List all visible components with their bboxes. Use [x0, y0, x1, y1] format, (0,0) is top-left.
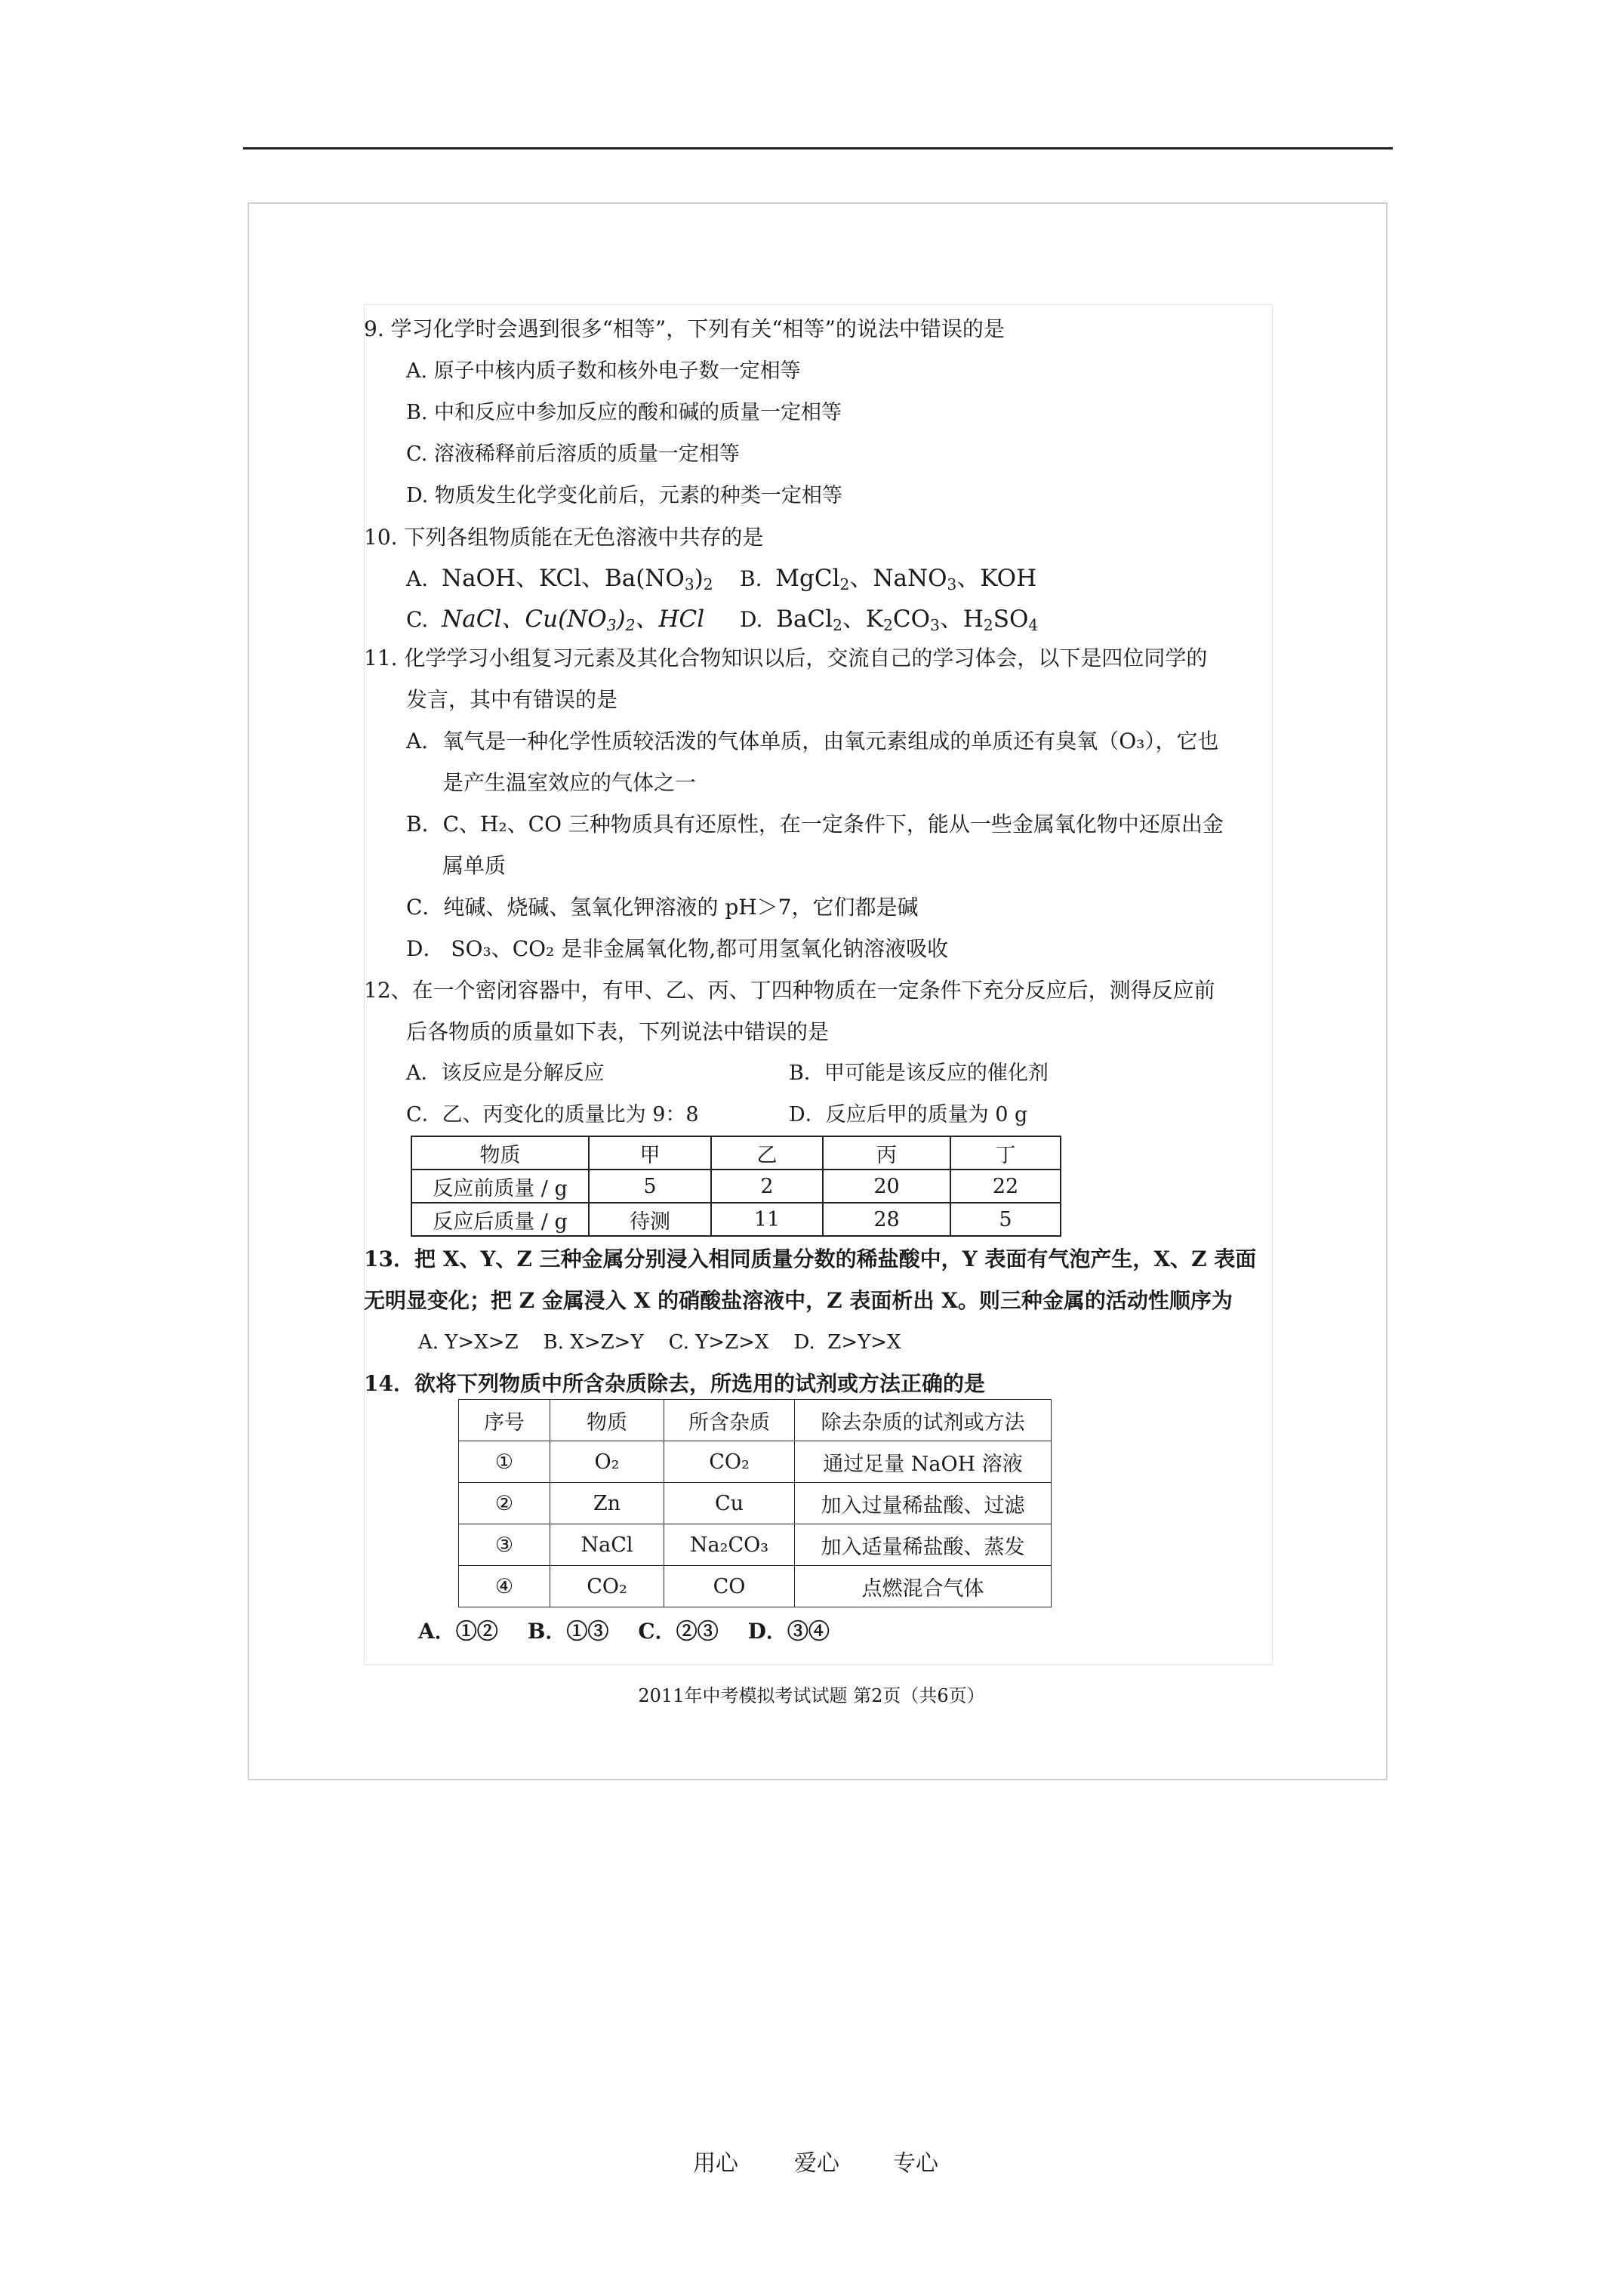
q12-stem-line2: 后各物质的质量如下表，下列说法中错误的是	[406, 1019, 830, 1044]
table-row	[411, 1136, 1061, 1170]
q12-option-b: B．甲可能是该反应的催化剂	[789, 1062, 1049, 1085]
table-cell: 乙	[711, 1136, 823, 1170]
q11-option-d: D． SO₃、CO₂ 是非金属氧化物,都可用氢氧化钠溶液吸收	[406, 936, 949, 961]
table-cell: ③	[459, 1524, 550, 1566]
slogan-word-2: 爱心	[794, 2150, 839, 2177]
q11-option-b-line2: 属单质	[442, 853, 507, 878]
q14-impurity-table	[458, 1399, 1052, 1607]
table-cell: 序号	[459, 1400, 550, 1441]
table-cell: 甲	[589, 1136, 711, 1170]
table-cell: 所含杂质	[664, 1400, 795, 1441]
table-cell: 加入适量稀盐酸、蒸发	[795, 1524, 1052, 1566]
table-cell: ④	[459, 1566, 550, 1607]
table-cell: 丙	[823, 1136, 950, 1170]
table-row	[411, 1170, 1061, 1203]
page-footer: 2011年中考模拟考试试题 第2页（共6页）	[638, 1685, 985, 1706]
q10-option-b: B. MgCl$_2$、NaNO$_3$、KOH	[740, 565, 1037, 594]
q11-stem-line1: 11. 化学学习小组复习元素及其化合物知识以后，交流自己的学习体会，以下是四位同学的	[364, 646, 1208, 670]
table-row	[459, 1524, 1052, 1566]
table-row	[459, 1566, 1052, 1607]
table-cell: 反应前质量 / g	[411, 1170, 589, 1203]
q9-option-b: B. 中和反应中参加反应的酸和碱的质量一定相等	[406, 401, 842, 424]
q13-options: A. Y>X>Z B. X>Z>Y C. Y>Z>X D. Z>Y>X	[418, 1331, 901, 1354]
table-cell: 11	[711, 1203, 823, 1236]
q9-stem: 9. 学习化学时会遇到很多“相等”，下列有关“相等”的说法中错误的是	[364, 316, 1005, 341]
table-cell: 反应后质量 / g	[411, 1203, 589, 1236]
table-cell: ②	[459, 1483, 550, 1524]
table-cell: CO	[664, 1566, 795, 1607]
table-cell: 5	[589, 1170, 711, 1203]
q11-option-b-line1: B．C、H₂、CO 三种物质具有还原性，在一定条件下，能从一些金属氧化物中还原出金	[406, 812, 1224, 837]
table-cell: 28	[823, 1203, 950, 1236]
q10-option-c: C. NaCl、$Cu(NO_3)_2$、HCl	[406, 606, 705, 635]
slogan-word-1: 用心	[693, 2150, 738, 2177]
q11-option-a-line1: A．氧气是一种化学性质较活泼的气体单质，由氧元素组成的单质还有臭氧（O₃），它也	[406, 729, 1219, 754]
table-cell: 物质	[550, 1400, 664, 1441]
q12-option-d: D．反应后甲的质量为 0 g	[789, 1103, 1028, 1126]
q9-option-a: A. 原子中核内质子数和核外电子数一定相等	[406, 359, 801, 383]
q11-option-c: C．纯碱、烧碱、氢氧化钾溶液的 pH＞7，它们都是碱	[406, 895, 919, 920]
q9-option-c: C. 溶液稀释前后溶质的质量一定相等	[406, 442, 740, 466]
table-cell: 除去杂质的试剂或方法	[795, 1400, 1052, 1441]
table-cell: CO₂	[550, 1566, 664, 1607]
q11-stem-line2: 发言，其中有错误的是	[406, 687, 618, 712]
table-cell: 待测	[589, 1203, 711, 1236]
q14-stem: 14．欲将下列物质中所含杂质除去，所选用的试剂或方法正确的是	[364, 1371, 985, 1396]
q10-stem: 10. 下列各组物质能在无色溶液中共存的是	[364, 525, 764, 550]
q10-option-a-label: A.	[406, 566, 429, 591]
q9-option-d: D. 物质发生化学变化前后，元素的种类一定相等	[406, 484, 842, 507]
table-cell: 5	[950, 1203, 1061, 1236]
q11-option-a-line2: 是产生温室效应的气体之一	[442, 770, 697, 795]
table-cell: 20	[823, 1170, 950, 1203]
q10-option-d-label: D.	[740, 607, 763, 632]
q14-options: A．①② B．①③ C．②③ D．③④	[418, 1619, 830, 1644]
table-cell: 22	[950, 1170, 1061, 1203]
table-row	[459, 1400, 1052, 1441]
table-cell: Zn	[550, 1483, 664, 1524]
table-row	[459, 1483, 1052, 1524]
table-cell: 物质	[411, 1136, 589, 1170]
table-row	[411, 1203, 1061, 1236]
table-cell: O₂	[550, 1441, 664, 1483]
table-cell: Cu	[664, 1483, 795, 1524]
q12-option-c: C．乙、丙变化的质量比为 9：8	[406, 1103, 699, 1126]
table-cell: 丁	[950, 1136, 1061, 1170]
table-cell: 2	[711, 1170, 823, 1203]
table-cell: Na₂CO₃	[664, 1524, 795, 1566]
table-cell: 通过足量 NaOH 溶液	[795, 1441, 1052, 1483]
table-cell: 点燃混合气体	[795, 1566, 1052, 1607]
q10-option-c-label: C.	[406, 607, 429, 632]
q13-stem-line2: 无明显变化；把 Z 金属浸入 X 的硝酸盐溶液中，Z 表面析出 X。则三种金属的活动性顺序为	[364, 1288, 1233, 1313]
q12-stem-line1: 12、在一个密闭容器中，有甲、乙、丙、丁四种物质在一定条件下充分反应后，测得反应前	[364, 978, 1215, 1003]
table-cell: CO₂	[664, 1441, 795, 1483]
top-rule	[243, 147, 1393, 149]
table-cell: NaCl	[550, 1524, 664, 1566]
q10-option-b-label: B.	[740, 566, 762, 591]
table-cell: ①	[459, 1441, 550, 1483]
q10-option-a: A. NaOH、KCl、$Ba(NO_3)_2$	[406, 565, 713, 594]
slogan-word-3: 专心	[893, 2150, 938, 2177]
q12-mass-table	[411, 1136, 1061, 1237]
q12-option-a: A．该反应是分解反应	[406, 1062, 605, 1085]
q13-stem-line1: 13．把 X、Y、Z 三种金属分别浸入相同质量分数的稀盐酸中，Y 表面有气泡产生，X、Z 表面	[364, 1247, 1257, 1271]
table-row	[459, 1441, 1052, 1483]
table-cell: 加入过量稀盐酸、过滤	[795, 1483, 1052, 1524]
q10-option-d: D. BaCl$_2$、$K_2CO_3$、$H_2SO_4$	[740, 606, 1039, 635]
